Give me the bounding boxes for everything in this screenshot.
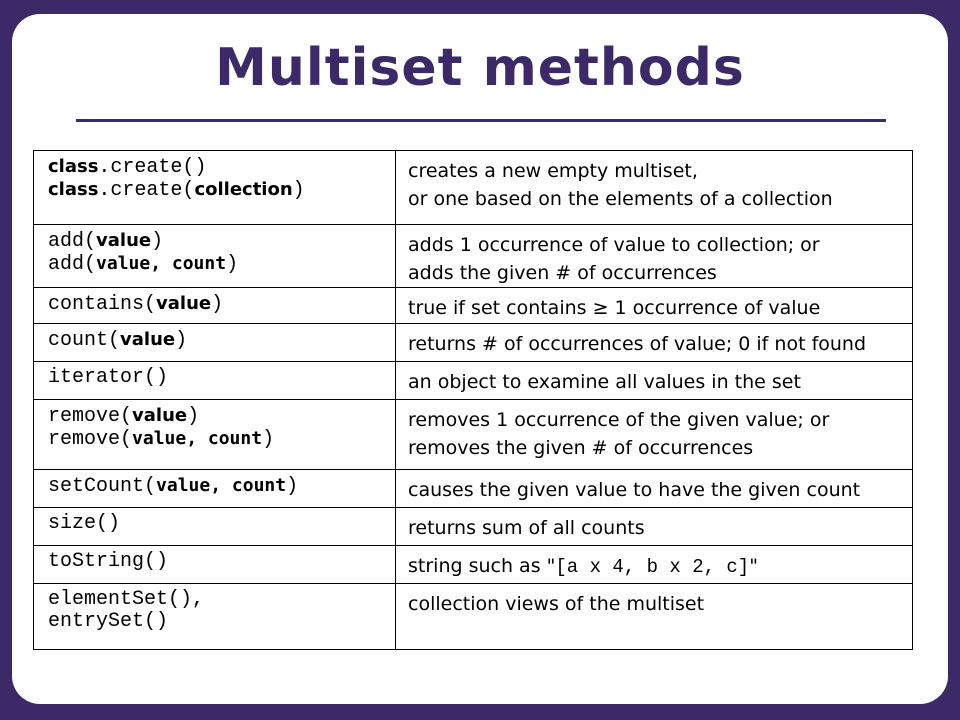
description-text: collection views of the multiset [408, 593, 705, 615]
slide-number: 7 [939, 698, 948, 712]
signature-code: toString() [48, 550, 169, 573]
description-text: adds the given # of occurrences [408, 262, 717, 284]
description-text: returns sum of all counts [408, 517, 645, 539]
signature-code: entrySet() [48, 610, 169, 633]
method-description-cell [396, 225, 913, 288]
method-signature-cell [34, 546, 396, 584]
signature-keyword: class [48, 179, 99, 200]
signature-keyword: value [96, 230, 152, 251]
method-row [34, 288, 913, 324]
signature-code: iterator() [48, 366, 169, 389]
signature-keyword: value [156, 293, 212, 314]
method-row [34, 400, 913, 470]
description-code: [a x 4, b x 2, c] [555, 556, 750, 578]
signature-code: ) [175, 329, 188, 352]
method-signature-cell [34, 362, 396, 400]
description-text: returns # of occurrences of value; 0 if not found [408, 333, 867, 355]
method-description-cell [396, 324, 913, 362]
method-description-cell [396, 508, 913, 546]
method-signature-line [48, 367, 395, 389]
signature-code: size() [48, 512, 121, 535]
method-signature-cell [34, 225, 396, 288]
method-signature-line [48, 551, 395, 573]
signature-code: ) [292, 179, 305, 202]
method-description-line [408, 590, 912, 618]
method-row [34, 324, 913, 362]
method-description-line [408, 476, 912, 504]
method-row [34, 584, 913, 650]
description-text: or one based on the elements of a collection [408, 188, 833, 210]
methods-table-body [34, 151, 913, 650]
signature-code: ) [262, 428, 275, 451]
method-signature-line [48, 513, 395, 535]
signature-code: remove( [48, 405, 133, 428]
method-signature-cell [34, 288, 396, 324]
signature-code: ) [226, 253, 239, 276]
description-text: removes 1 occurrence of the given value; or [408, 409, 830, 431]
method-description-line [408, 552, 912, 581]
signature-keyword: collection [194, 179, 293, 200]
method-description-line [408, 259, 912, 287]
method-signature-line [48, 405, 395, 428]
method-description-cell [396, 546, 913, 584]
method-signature-line [48, 589, 395, 611]
method-description-cell [396, 151, 913, 225]
method-description-cell [396, 470, 913, 508]
signature-keyword: value [120, 329, 176, 350]
signature-code: count( [48, 329, 121, 352]
method-signature-line [48, 179, 395, 202]
description-text: causes the given value to have the given count [408, 479, 861, 501]
method-signature-cell [34, 400, 396, 470]
method-signature-line [48, 156, 395, 179]
method-description-cell [396, 584, 913, 650]
signature-keyword: value, count [96, 253, 227, 274]
signature-code: .create() [98, 156, 207, 179]
signature-keyword: value [132, 405, 188, 426]
signature-code: contains( [48, 293, 157, 316]
method-description-line [408, 157, 912, 185]
method-description-cell [396, 362, 913, 400]
method-description-line [408, 406, 912, 434]
method-signature-cell [34, 324, 396, 362]
method-description-line [408, 185, 912, 213]
method-description-line [408, 330, 912, 358]
description-text: adds 1 occurrence of value to collection; or [408, 234, 820, 256]
method-signature-line [48, 230, 395, 253]
signature-code: remove( [48, 428, 133, 451]
method-description-line [408, 231, 912, 259]
description-text: true if set contains ≥ 1 occurrence of value [408, 297, 821, 319]
method-signature-cell [34, 470, 396, 508]
signature-code: ) [211, 293, 224, 316]
signature-code: .create( [98, 179, 195, 202]
method-signature-line [48, 329, 395, 352]
method-description-line [408, 514, 912, 542]
method-row [34, 225, 913, 288]
description-text: removes the given # of occurrences [408, 437, 754, 459]
description-text: " [749, 555, 758, 577]
method-row [34, 151, 913, 225]
method-signature-cell [34, 584, 396, 650]
description-text: creates a new empty multiset, [408, 160, 698, 182]
method-description-cell [396, 400, 913, 470]
signature-code: ) [187, 405, 200, 428]
method-row [34, 362, 913, 400]
method-description-line [408, 368, 912, 396]
signature-code: setCount( [48, 475, 157, 498]
method-row [34, 470, 913, 508]
method-signature-cell [34, 508, 396, 546]
title-divider [76, 119, 886, 122]
method-row [34, 546, 913, 584]
signature-code: ) [286, 475, 299, 498]
description-text: an object to examine all values in the set [408, 371, 801, 393]
slide-title: Multiset methods [215, 38, 745, 98]
method-description-line [408, 294, 912, 322]
signature-keyword: value, count [132, 428, 263, 449]
method-signature-line [48, 293, 395, 316]
method-row [34, 508, 913, 546]
signature-keyword: value, count [156, 475, 287, 496]
method-description-cell [396, 288, 913, 324]
signature-code: add( [48, 253, 97, 276]
method-description-line [408, 434, 912, 462]
method-signature-line [48, 475, 395, 498]
signature-keyword: class [48, 156, 99, 177]
signature-code: add( [48, 230, 97, 253]
methods-table [33, 150, 913, 650]
method-signature-cell [34, 151, 396, 225]
method-signature-line [48, 611, 395, 633]
description-text: string such as " [408, 555, 556, 577]
signature-code: elementSet(), [48, 588, 205, 611]
method-signature-line [48, 428, 395, 451]
signature-code: ) [151, 230, 164, 253]
method-signature-line [48, 253, 395, 276]
